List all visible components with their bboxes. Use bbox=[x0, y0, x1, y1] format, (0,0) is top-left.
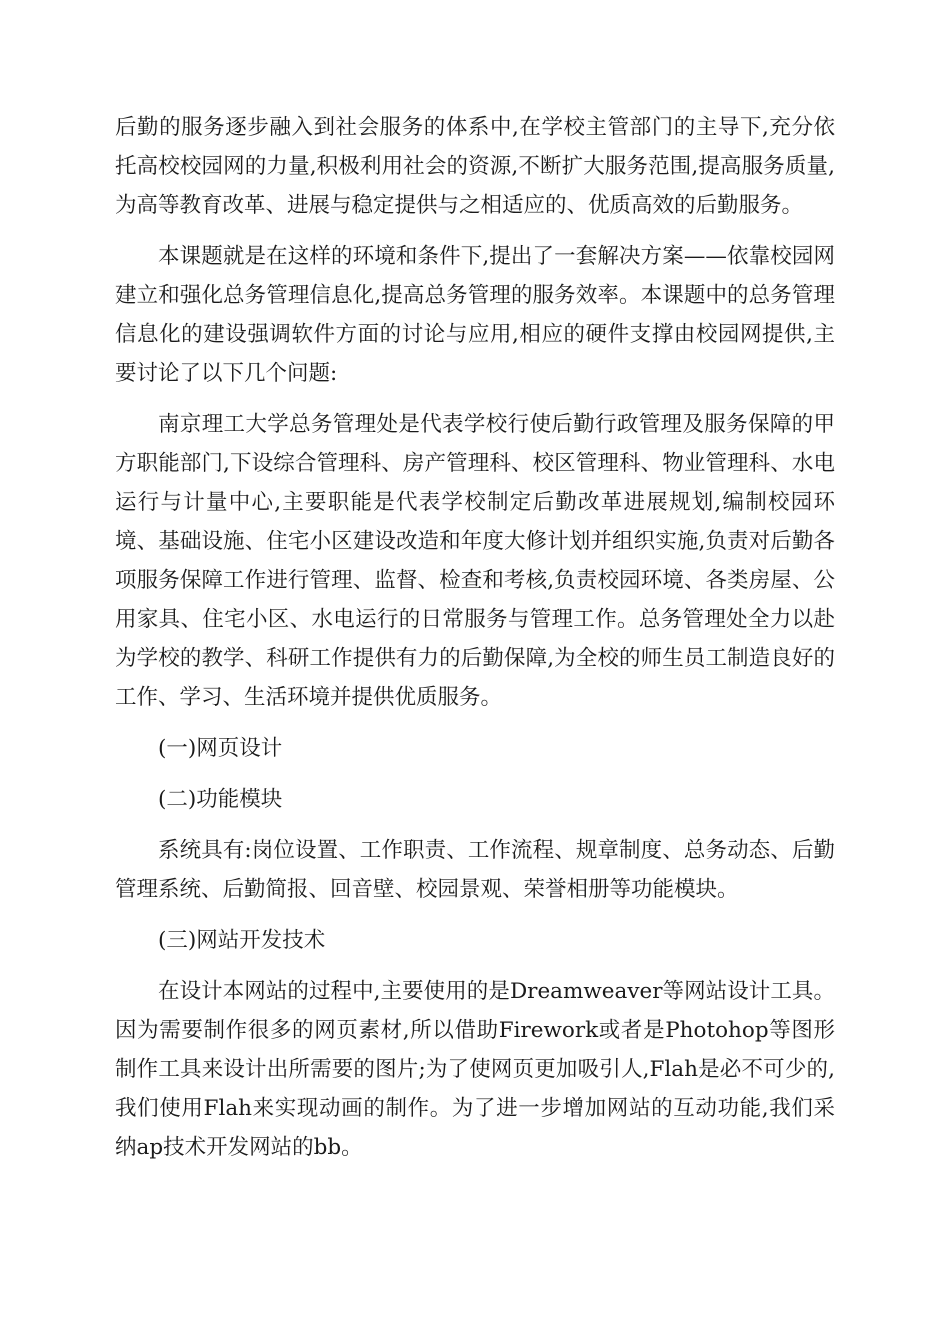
document-page bbox=[115, 108, 835, 1179]
paragraph-dev-technology: 在设计本网站的过程中,主要使用的是Dreamweaver等网站设计工具。因为需要制作很多的网页素材,所以借助Firework或者是Photohop等图形制作工具来设计出所需要的图片;为了使网页更加吸引人,Flah是必不可少的,我们使用Flah来实现动画的制作。为了进一步增加网站的互动功能,我们采纳ap技术开发网站的bb。 bbox=[115, 979, 835, 1160]
paragraph-logistics-services: 后勤的服务逐步融入到社会服务的体系中,在学校主管部门的主导下,充分依托高校校园网的力量,积极利用社会的资源,不断扩大服务范围,提高服务质量,为高等教育改革、进展与稳定提供与之相适应的、优质高效的后勤服务。 bbox=[115, 115, 835, 218]
paragraph-project-solution: 本课题就是在这样的环境和条件下,提出了一套解决方案——依靠校园网建立和强化总务管理信息化,提高总务管理的服务效率。本课题中的总务管理信息化的建设强调软件方面的讨论与应用,相应的硬件支撑由校园网提供,主要讨论了以下几个问题: bbox=[115, 244, 835, 386]
heading-web-design: (一)网页设计 bbox=[158, 736, 283, 761]
paragraph-general-affairs-office: 南京理工大学总务管理处是代表学校行使后勤行政管理及服务保障的甲方职能部门,下设综合管理科、房产管理科、校区管理科、物业管理科、水电运行与计量中心,主要职能是代表学校制定后勤改革进展规划,编制校园环境、基础设施、住宅小区建设改造和年度大修计划并组织实施,负责对后勤各项服务保障工作进行管理、监督、检查和考核,负责校园环境、各类房屋、公用家具、住宅小区、水电运行的日常服务与管理工作。总务管理处全力以赴为学校的教学、科研工作提供有力的后勤保障,为全校的师生员工制造良好的工作、学习、生活环境并提供优质服务。 bbox=[115, 412, 835, 710]
paragraph-modules: 系统具有:岗位设置、工作职责、工作流程、规章制度、总务动态、后勤管理系统、后勤简报、回音壁、校园景观、荣誉相册等功能模块。 bbox=[115, 838, 835, 902]
heading-dev-technology: (三)网站开发技术 bbox=[158, 928, 326, 953]
heading-function-modules: (二)功能模块 bbox=[158, 787, 283, 812]
